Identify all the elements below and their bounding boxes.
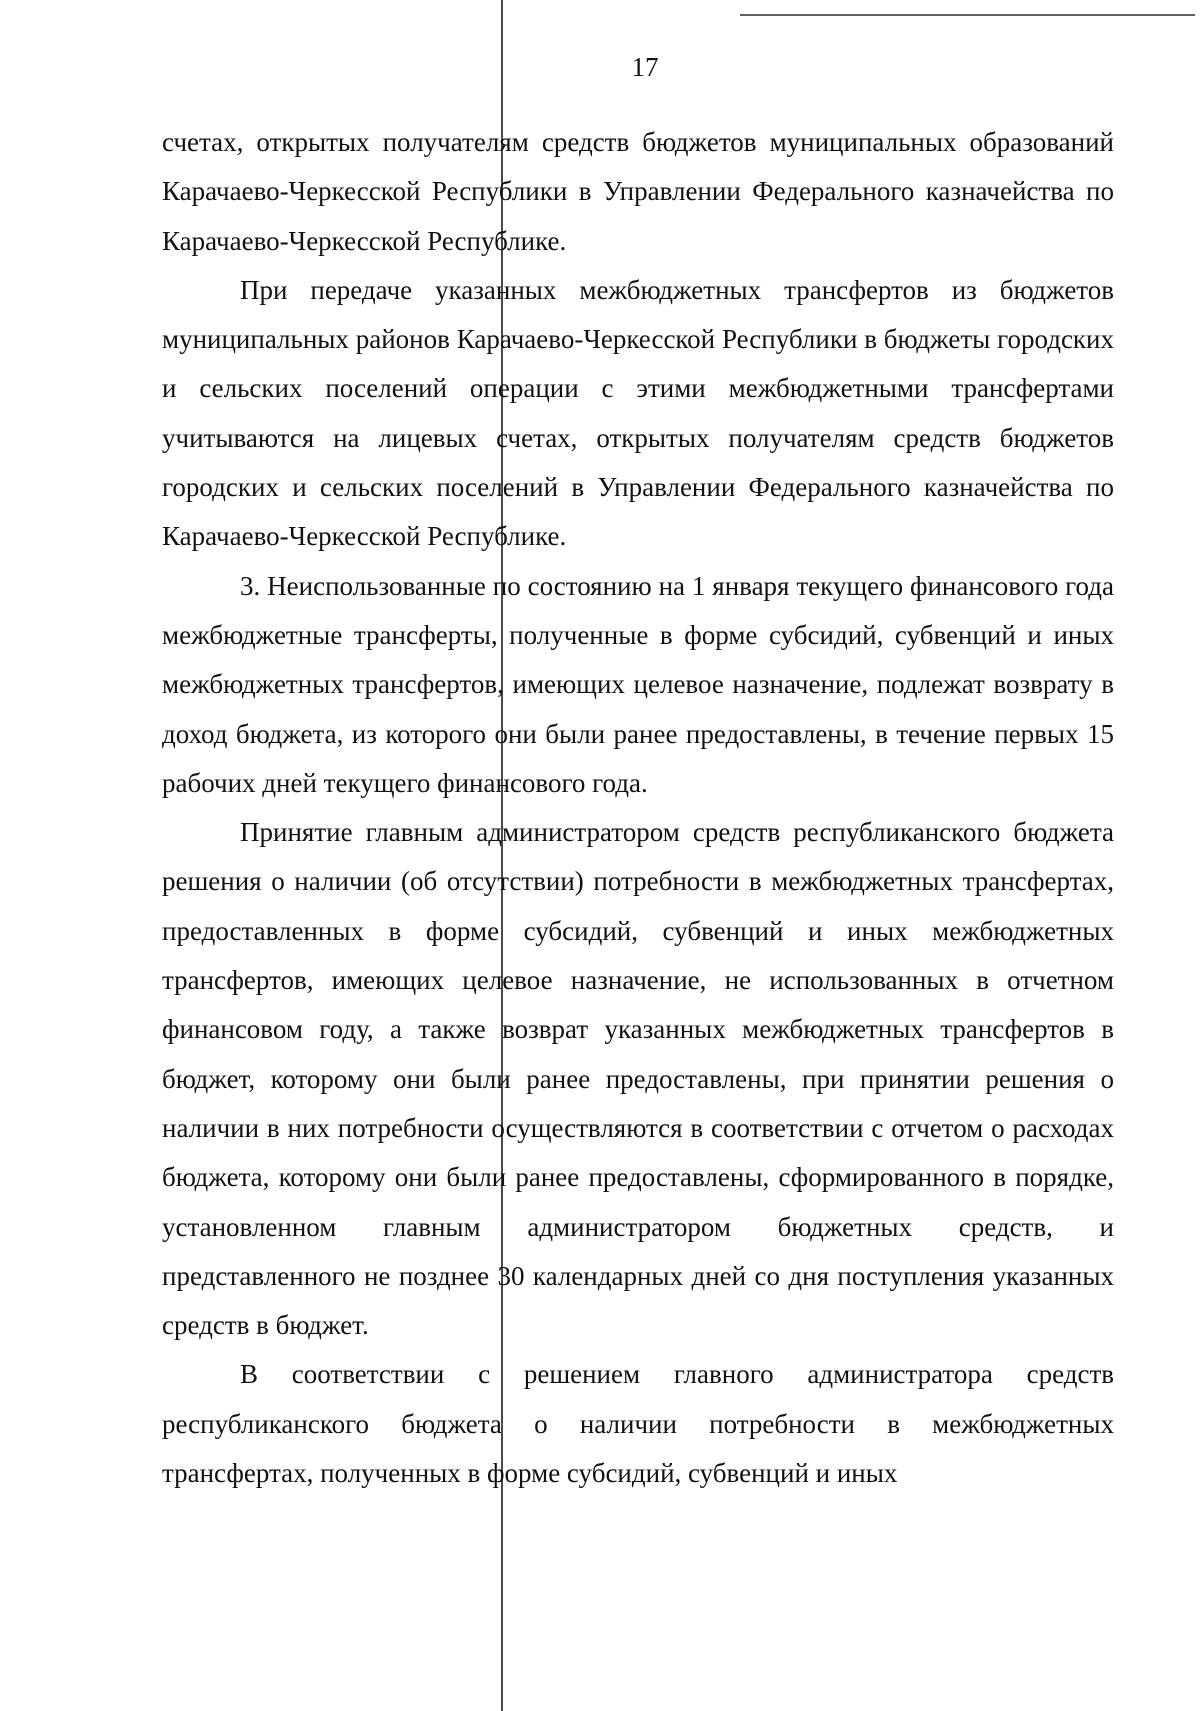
paragraph-administrator-decision: Принятие главным администратором средств республиканского бюджета решения о наличии (об отсутствии) потребности в межбюджетных трансфертах, предоставленных в форме субсидий, субвенций и иных межбюджетных трансфертов, имеющих целевое назначение, не использованных в отчетном финансовом году, а также возврат указанных межбюджетных трансфертов в бюджет, которому они были ранее предоставлены, при принятии решения о наличии в них потребности осуществляются в соответствии с отчетом о расходах бюджета, которому они были ранее предоставлены, сформированного в порядке, установленном главным администратором бюджетных средств, и представленного не позднее 30 календарных дней со дня поступления указанных средств в бюджет. [162,817,1114,1341]
paragraph-transfer-operations: При передаче указанных межбюджетных трансфертов из бюджетов муниципальных районов Карачаево-Черкесской Республики в бюджеты городских и сельских поселений операции с этими межбюджетными трансфертами учитываются на лицевых счетах, открытых получателям средств бюджетов городских и сельских поселений в Управлении Федерального казначейства по Карачаево-Черкесской Республике. [162,274,1114,552]
page-number: 17 [631,52,659,82]
document-body [162,118,1114,1498]
scan-edge-line [740,14,1195,16]
paragraph-continuation: счетах, открытых получателям средств бюджетов муниципальных образований Карачаево-Черкесской Республики в Управлении Федерального казначейства по Карачаево-Черкесской Республике. [162,127,1114,256]
paragraph-in-accordance: В соответствии с решением главного администратора средств республиканского бюджета о наличии потребности в межбюджетных трансфертах, полученных в форме субсидий, субвенций и иных [162,1359,1114,1489]
paragraph-unused-transfers: 3. Неиспользованные по состоянию на 1 января текущего финансового года межбюджетные трансферты, полученные в форме субсидий, субвенций и иных межбюджетных трансфертов, имеющих целевое назначение, подлежат возврату в доход бюджета, из которого они были ранее предоставлены, в течение первых 15 рабочих дней текущего финансового года. [162,570,1114,798]
